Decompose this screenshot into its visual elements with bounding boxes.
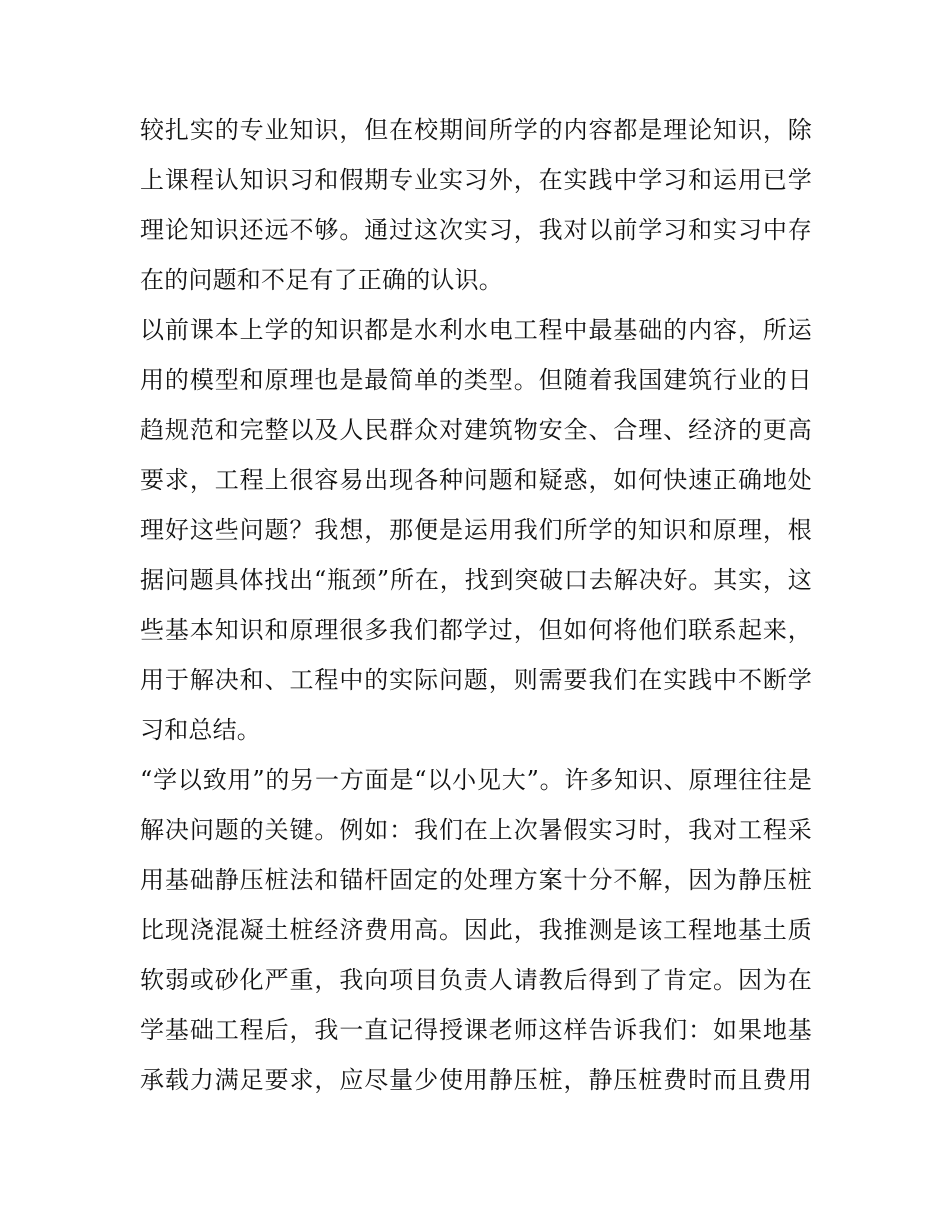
text-line: 据问题具体找出“瓶颈”所在，找到突破口去解决好。其实，这 bbox=[140, 566, 812, 594]
text-line: 用的模型和原理也是最简单的类型。但随着我国建筑行业的日 bbox=[140, 366, 812, 394]
text-line: 软弱或砂化严重，我向项目负责人请教后得到了肯定。因为在 bbox=[140, 966, 812, 994]
paragraph-1 bbox=[140, 105, 812, 305]
text-line: 较扎实的专业知识，但在校期间所学的内容都是理论知识，除 bbox=[140, 116, 812, 144]
text-line: 要求，工程上很容易出现各种问题和疑惑，如何快速正确地处 bbox=[140, 466, 812, 494]
paragraph-2 bbox=[140, 305, 812, 755]
text-line: 比现浇混凝土桩经济费用高。因此，我推测是该工程地基土质 bbox=[140, 916, 812, 944]
text-line: 以前课本上学的知识都是水利水电工程中最基础的内容，所运 bbox=[140, 316, 812, 344]
text-line: 用于解决和、工程中的实际问题，则需要我们在实践中不断学 bbox=[140, 666, 812, 694]
text-line: 些基本知识和原理很多我们都学过，但如何将他们联系起来， bbox=[140, 616, 812, 644]
text-line: 习和总结。 bbox=[140, 716, 261, 744]
text-line: 理论知识还远不够。通过这次实习，我对以前学习和实习中存 bbox=[140, 216, 812, 244]
document-body bbox=[140, 105, 812, 1105]
text-line: 在的问题和不足有了正确的认识。 bbox=[140, 266, 503, 294]
text-line: 理好这些问题？我想，那便是运用我们所学的知识和原理，根 bbox=[140, 516, 812, 544]
text-line: 承载力满足要求，应尽量少使用静压桩，静压桩费时而且费用 bbox=[140, 1066, 812, 1094]
text-line: “学以致用”的另一方面是“以小见大”。许多知识、原理往往是 bbox=[140, 766, 812, 794]
text-line: 上课程认知识习和假期专业实习外，在实践中学习和运用已学 bbox=[140, 166, 812, 194]
paragraph-3 bbox=[140, 755, 812, 1105]
text-line: 用基础静压桩法和锚杆固定的处理方案十分不解，因为静压桩 bbox=[140, 866, 812, 894]
text-line: 学基础工程后，我一直记得授课老师这样告诉我们：如果地基 bbox=[140, 1016, 812, 1044]
text-line: 趋规范和完整以及人民群众对建筑物安全、合理、经济的更高 bbox=[140, 416, 812, 444]
text-line: 解决问题的关键。例如：我们在上次暑假实习时，我对工程采 bbox=[140, 816, 812, 844]
